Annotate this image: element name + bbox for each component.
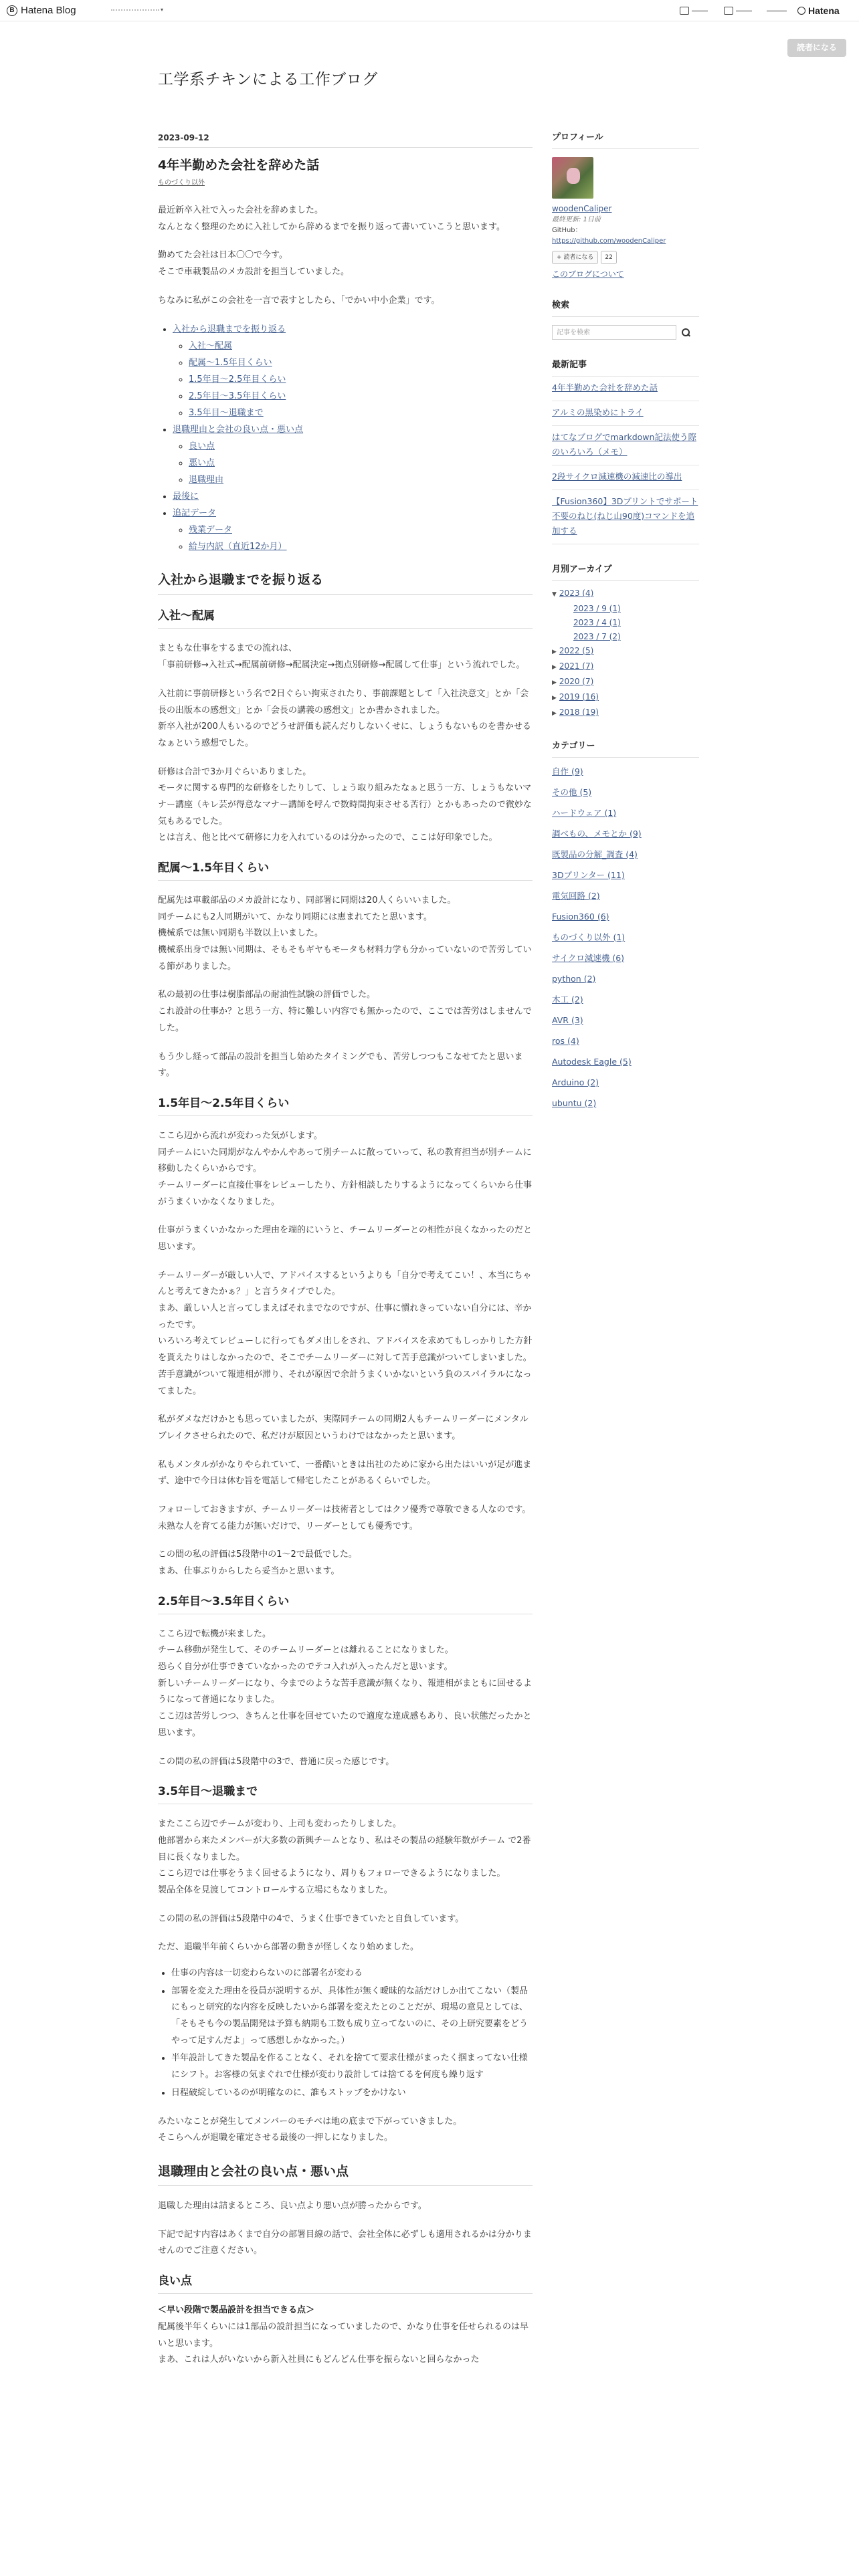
paragraph: ただ、退職半年前くらいから部署の動きが怪しくなり始めました。 (158, 1942, 419, 1953)
follow-button[interactable]: + 読者になる (552, 251, 598, 264)
subsection-heading: 2.5年目〜3.5年目くらい (158, 1592, 533, 1614)
paragraph: チームリーダーが厳しい人で、アドバイスするというよりも「自分で考えてこい！、本当にちゃんと考えてきたかぁ？」と言うタイプでした。 まあ、厳しい人と言ってしまえばそれまでなのですが、仕事に慣れきっていない自分には、辛かったです。 いろいろ考えてレビューしに行ってもダメ出しをされ、アドバイスを求めてもしっかりした方針を貰えたりはしなかったので、そこでチームリーダーに対して苦手意識がついてしまいました。 苦手意識がついて報連相が滞り、それが原因で余計うまくいかないという負のスパイラルになってました。 (158, 1270, 533, 1396)
toc-link[interactable]: 2.5年目〜3.5年目くらい (189, 391, 286, 402)
list-icon (724, 7, 733, 15)
github-link[interactable]: https://github.com/woodenCaliper (552, 237, 666, 245)
follow-row (552, 251, 699, 264)
entry-body (158, 203, 533, 2369)
main-column (158, 131, 533, 2369)
search-input[interactable] (552, 325, 676, 340)
category-link[interactable]: AVR (3) (552, 1015, 583, 1025)
archive-module (552, 563, 699, 721)
toc-item (173, 321, 533, 421)
list-item: • 部署を変えた理由を役員が説明するが、具体性が無く曖昧的な話だけしか出てこない（製品にもっと研究的な内容を反映したいから部署を変えたとのことだが、現場の意見としては、「そもそも今の製品開発は予算も納期も工数も成り立ってないのに、その上研究要素をどうやって足すんだよ」って感想しかなかった。） (171, 1983, 533, 2050)
recent-title: 最新記事 (552, 358, 699, 377)
expand-triangle-icon[interactable]: ▼ (552, 591, 557, 598)
github-label: GitHub： (552, 227, 582, 234)
archive-year-link[interactable]: 2019 (16) (559, 692, 599, 702)
toc-link[interactable]: 最後に (173, 492, 199, 502)
edit-icon (680, 7, 689, 15)
list-item: • 仕事の内容は一切変わらないのに部署名が変わる (171, 1965, 533, 1982)
recent-entry-link[interactable]: 【Fusion360】3Dプリントでサポート不要のねじ(ねじ山90度)コマンドを追加する (552, 490, 699, 544)
hatena-blog-logo[interactable] (7, 4, 76, 17)
hatena-icon (797, 7, 805, 15)
archive-year (552, 644, 699, 659)
paragraph: ここら辺から流れが変わった気がします。 同チームにいた同期がなんやかんやあって別チームに散っていって、私の教育担当が別チームに移動したくらいからです。 チームリーダーに直接仕事をレビューしたり、方針相談したりするようになってくらいから仕事がうまくいかなくなりました。 (158, 1130, 533, 1207)
paragraph: もう少し経って部品の設計を担当し始めたタイミングでも、苦労しつつもこなせてたと思います。 (158, 1051, 523, 1079)
about-blog-link[interactable]: このブログについて (552, 270, 624, 279)
profile-name-link[interactable]: woodenCaliper (552, 204, 612, 213)
category-title: カテゴリー (552, 740, 699, 758)
toc-link[interactable]: 入社〜配属 (189, 341, 233, 352)
toc-link[interactable]: 悪い点 (189, 458, 215, 469)
category-link[interactable]: 3Dプリンター (11) (552, 870, 625, 880)
toc-item (189, 388, 533, 405)
archive-year-link[interactable]: 2023 (4) (559, 588, 594, 598)
chevron-down-icon[interactable]: ▾ (161, 7, 164, 13)
list-item: • 日程破綻しているのが明確なのに、誰もストップをかけない (171, 2085, 533, 2102)
archive-year-link[interactable]: 2021 (7) (559, 661, 594, 671)
toc-item (189, 538, 533, 555)
search-icon[interactable] (682, 328, 690, 336)
subsection-heading: 1.5年目〜2.5年目くらい (158, 1094, 533, 1116)
subsection-heading: 良い点 (158, 2272, 533, 2294)
search-title: 検索 (552, 299, 699, 317)
category-link[interactable]: python (2) (552, 974, 596, 984)
paragraph: 研修は合計で3か月ぐらいありました。 モータに関する専門的な研修をしたりして、しょう取り組みたなぁと思う一方、しょうもないマナー講座（キレ芸が得意なマナー講師を呼んで数時間拘束させる苦行）とかもあったので微妙な気もあるでした。 とは言え、他と比べて研修に力を入れているのは分かったので、ここは好印象でした。 (158, 766, 532, 843)
collapse-triangle-icon[interactable]: ▶ (552, 649, 557, 655)
avatar[interactable] (552, 157, 593, 199)
paragraph: 私がダメなだけかとも思っていましたが、実際同チームの同期2人もチームリーダーにメンタルブレイクさせられたので、私だけが原因というわけではなかったと思います。 (158, 1414, 529, 1441)
hatena-blog-icon: B (7, 5, 17, 16)
category-link[interactable]: Autodesk Eagle (5) (552, 1057, 632, 1067)
paragraph: まともな仕事をするまでの流れは、 「事前研修→入社式→配属前研修→配属決定→拠点別研修→配属して仕事」という流れでした。 (158, 643, 525, 671)
subscribe-button[interactable]: 読者になる (787, 39, 846, 57)
toc-item (189, 522, 533, 538)
recent-entry-link[interactable]: 2段サイクロ減速機の減速比の導出 (552, 465, 699, 490)
toc-link[interactable]: 残業データ (189, 525, 233, 536)
archive-month-link[interactable]: 2023 / 7 (2) (573, 632, 621, 641)
toc-item (189, 338, 533, 354)
toc-item (189, 371, 533, 388)
profile-title: プロフィール (552, 131, 699, 149)
paragraph: 退職した理由は詰まるところ、良い点より悪い点が勝ったからです。 (158, 2200, 427, 2211)
section-heading: 入社から退職までを振り返る (158, 570, 533, 595)
category-link[interactable]: 木工 (2) (552, 994, 583, 1004)
archive-year (552, 690, 699, 706)
recent-entries-module (552, 358, 699, 544)
toc-link[interactable]: 良い点 (189, 441, 215, 452)
category-link[interactable]: 既製品の分解_調査 (4) (552, 849, 638, 859)
archive-month-link[interactable]: 2023 / 9 (1) (573, 604, 621, 613)
collapse-triangle-icon[interactable]: ▶ (552, 664, 557, 671)
toc-item (189, 438, 533, 455)
archive-year-link[interactable]: 2022 (5) (559, 646, 594, 655)
paragraph: またここら辺でチームが変わり、上司も変わったりしました。 他部署から来たメンバーが大多数の新興チームとなり、私はその製品の経験年数がチーム で2番目に長くなりました。 ここら辺では仕事をうまく回せるようになり、周りもフォローできるようになりました。 製品全体を見渡してコントロールする立場にもなりました。 (158, 1819, 531, 1895)
category-link[interactable]: ものづくり以外 (1) (552, 932, 626, 942)
paragraph: 最近新卒入社で入った会社を辞めました。 なんとなく整理のために入社してから辞めるまでを振り返って書いていこうと思います。 (158, 205, 505, 232)
toc-item (189, 405, 533, 421)
toc-item (173, 421, 533, 488)
paragraph: ちなみに私がこの会社を一言で表すとしたら、「でかい中小企業」です。 (158, 295, 440, 306)
entry-category-link[interactable]: ものづくり以外 (158, 179, 205, 187)
blog-menu-placeholder[interactable] (111, 9, 159, 12)
section-heading: 退職理由と会社の良い点・悪い点 (158, 2161, 533, 2186)
blog-title[interactable]: 工学系チキンによる工作ブログ (158, 71, 378, 88)
paragraph: みたいなことが発生してメンバーのモチベは地の底まで下がっていきました。 そこらへんが退職を確定させる最後の一押しになりました。 (158, 2116, 462, 2143)
toc-link[interactable]: 1.5年目〜2.5年目くらい (189, 374, 286, 385)
archive-year-link[interactable]: 2018 (19) (559, 708, 599, 717)
toc-link[interactable]: 配属〜1.5年目くらい (189, 358, 272, 368)
toc-item (189, 455, 533, 471)
toc-link[interactable]: 退職理由 (189, 475, 224, 486)
collapse-triangle-icon[interactable]: ▶ (552, 679, 557, 686)
paragraph: 私の最初の仕事は樹脂部品の耐油性試験の評価でした。 これ設計の仕事か？と思う一方、特に難しい内容でも無かったので、ここでは苦労はしませんでした。 (158, 990, 532, 1033)
archive-month (552, 630, 699, 644)
paragraph: この間の私の評価は5段階中の3で、普通に戻った感じです。 (158, 1756, 395, 1767)
subsection-heading: 3.5年目〜退職まで (158, 1782, 533, 1804)
paragraph: 配属先は車載部品のメカ設計になり、同部署に同期は20人くらいいました。 同チームにも2人同期がいて、かなり同期には恵まれてたと思います。 機械系では無い同期も半数以上いました。 機械系出身では無い同期は、そもそもギヤもモータも材料力学も分かっていないので苦労している節がありました。 (158, 895, 532, 972)
sidebar (552, 131, 699, 1129)
category-link[interactable]: ros (4) (552, 1036, 579, 1046)
profile-github (552, 225, 699, 247)
archive-month (552, 616, 699, 630)
toc-item (189, 471, 533, 488)
paragraph: 私もメンタルがかなりやられていて、一番酷いときは出社のために家から出たはいいが足が進まず、途中で今日は休む旨を電話して帰宅したことがあるくらいでした。 (158, 1459, 532, 1487)
toc-item (173, 488, 533, 505)
entry-date[interactable]: 2023-09-12 (158, 131, 533, 148)
minor-heading: ＜早い段階で製品設計を担当できる点＞ (158, 2304, 315, 2315)
bullet-list (158, 1965, 533, 2102)
profile-last-updated: 最終更新: 1日前 (552, 216, 601, 223)
archive-title: 月別アーカイブ (552, 563, 699, 581)
archive-year (552, 659, 699, 675)
paragraph: ここら辺で転機が来ました。 チーム移動が発生して、そのチームリーダーとは離れることになりました。 恐らく自分が仕事できていなかったのでテコ入れが入ったんだと思います。 新しいチームリーダーになり、今までのような苦手意識が無くなり、報連相がまともに回せるようになって普通になりました。 ここ辺は苦労しつつ、きちんと仕事を回せていたので適度な達成感もあり、良い状態だったかと思います。 (158, 1628, 533, 1738)
global-header (0, 0, 859, 21)
toc-link[interactable]: 入社から退職までを振り返る (173, 324, 286, 335)
category-module (552, 740, 699, 1110)
paragraph: 下記で記す内容はあくまで自分の部署目線の話で、会社全体に必ずしも適用されるかは分かりませんのでご注意ください。 (158, 2229, 532, 2256)
category-link[interactable]: Arduino (2) (552, 1077, 599, 1087)
paragraph: フォローしておきますが、チームリーダーは技術者としてはクソ優秀で尊敬できる人なのです。未熟な人を育てる能力が無いだけで、リーダーとしても優秀です。 (158, 1504, 531, 1531)
category-link[interactable]: 自作 (9) (552, 766, 583, 776)
toc-link[interactable]: 退職理由と会社の良い点・悪い点 (173, 425, 304, 435)
table-of-contents (158, 321, 533, 555)
toc-link[interactable]: 3.5年目〜退職まで (189, 408, 264, 419)
recent-entry-link[interactable]: 4年半勤めた会社を辞めた話 (552, 377, 699, 401)
write-entry-button[interactable] (680, 5, 708, 16)
paragraph: 仕事がうまくいかなかった理由を端的にいうと、チームリーダーとの相性が良くなかったのだと思います。 (158, 1225, 533, 1253)
archive-year (552, 706, 699, 721)
reader-list-button[interactable] (724, 5, 752, 16)
archive-month-link[interactable]: 2023 / 4 (1) (573, 618, 621, 627)
collapse-triangle-icon[interactable]: ▶ (552, 695, 557, 702)
hatena-brand-link[interactable] (797, 5, 840, 17)
toc-item (173, 505, 533, 555)
category-link[interactable]: その他 (5) (552, 787, 592, 797)
profile-module (552, 131, 699, 280)
category-link[interactable]: サイクロ減速機 (6) (552, 953, 625, 963)
search-module (552, 299, 699, 340)
category-link[interactable]: 電気回路 (2) (552, 891, 600, 901)
paragraph: 勤めてた会社は日本〇〇で今す。 そこで車載製品のメカ設計を担当していました。 (158, 250, 350, 278)
toc-link[interactable]: 給与内訳（直近12か月） (189, 542, 287, 552)
category-link[interactable]: Fusion360 (6) (552, 911, 609, 922)
category-link[interactable]: ハードウェア (1) (552, 808, 617, 818)
category-link[interactable]: ubuntu (2) (552, 1098, 597, 1108)
archive-year (552, 675, 699, 690)
archive-year-link[interactable]: 2020 (7) (559, 677, 594, 686)
recent-entry-link[interactable]: はてなブログでmarkdown記法使う際のいろいろ（メモ） (552, 426, 699, 465)
list-item: • 半年設計してきた製品を作ることなく、それを捨てて要求仕様がまったく掴まってない仕様にシフト。お客様の気まぐれで仕様が変わり設計しては捨てるを何度も繰り返す (171, 2050, 533, 2083)
hatena-blog-logo-text: Hatena Blog (21, 5, 76, 16)
subsection-heading: 配属〜1.5年目くらい (158, 859, 533, 881)
paragraph: 入社前に事前研修という名で2日ぐらい拘束されたり、事前課題として「入社決意文」とか「会長の出版本の感想文」とか「会長の講義の感想文」とか書かされました。 新卒入社が200人もいるのでどうせ評価も読んだりしないくせに、しょうもないものを書かせるなぁという感想でした。 (158, 688, 531, 748)
category-link[interactable]: 調べもの、メモとか (9) (552, 829, 642, 839)
follower-count: 22 (601, 251, 616, 264)
archive-year (552, 586, 699, 602)
entry-title[interactable]: 4年半勤めた会社を辞めた話 (158, 158, 320, 173)
hatena-brand-text: Hatena (808, 5, 840, 16)
paragraph: この間の私の評価は5段階中の1〜2で最低でした。 まあ、仕事ぶりからしたら妥当かと思います。 (158, 1549, 357, 1577)
recent-entry-link[interactable]: アルミの黒染めにトライ (552, 401, 699, 426)
account-menu-button[interactable] (767, 5, 787, 16)
paragraph: 配属後半年くらいには1部品の設計担当になっていましたので、かなり仕事を任せられるのは早いと思います。 まあ、これは人がいないから新入社員にもどんどん仕事を振らないと回らなかった (158, 2321, 529, 2365)
toc-link[interactable]: 追記データ (173, 508, 217, 519)
subsection-heading: 入社〜配属 (158, 607, 533, 629)
collapse-triangle-icon[interactable]: ▶ (552, 710, 557, 717)
toc-item (189, 354, 533, 371)
archive-month (552, 602, 699, 616)
paragraph: この間の私の評価は5段階中の4で、うまく仕事できていたと自負しています。 (158, 1913, 464, 1924)
